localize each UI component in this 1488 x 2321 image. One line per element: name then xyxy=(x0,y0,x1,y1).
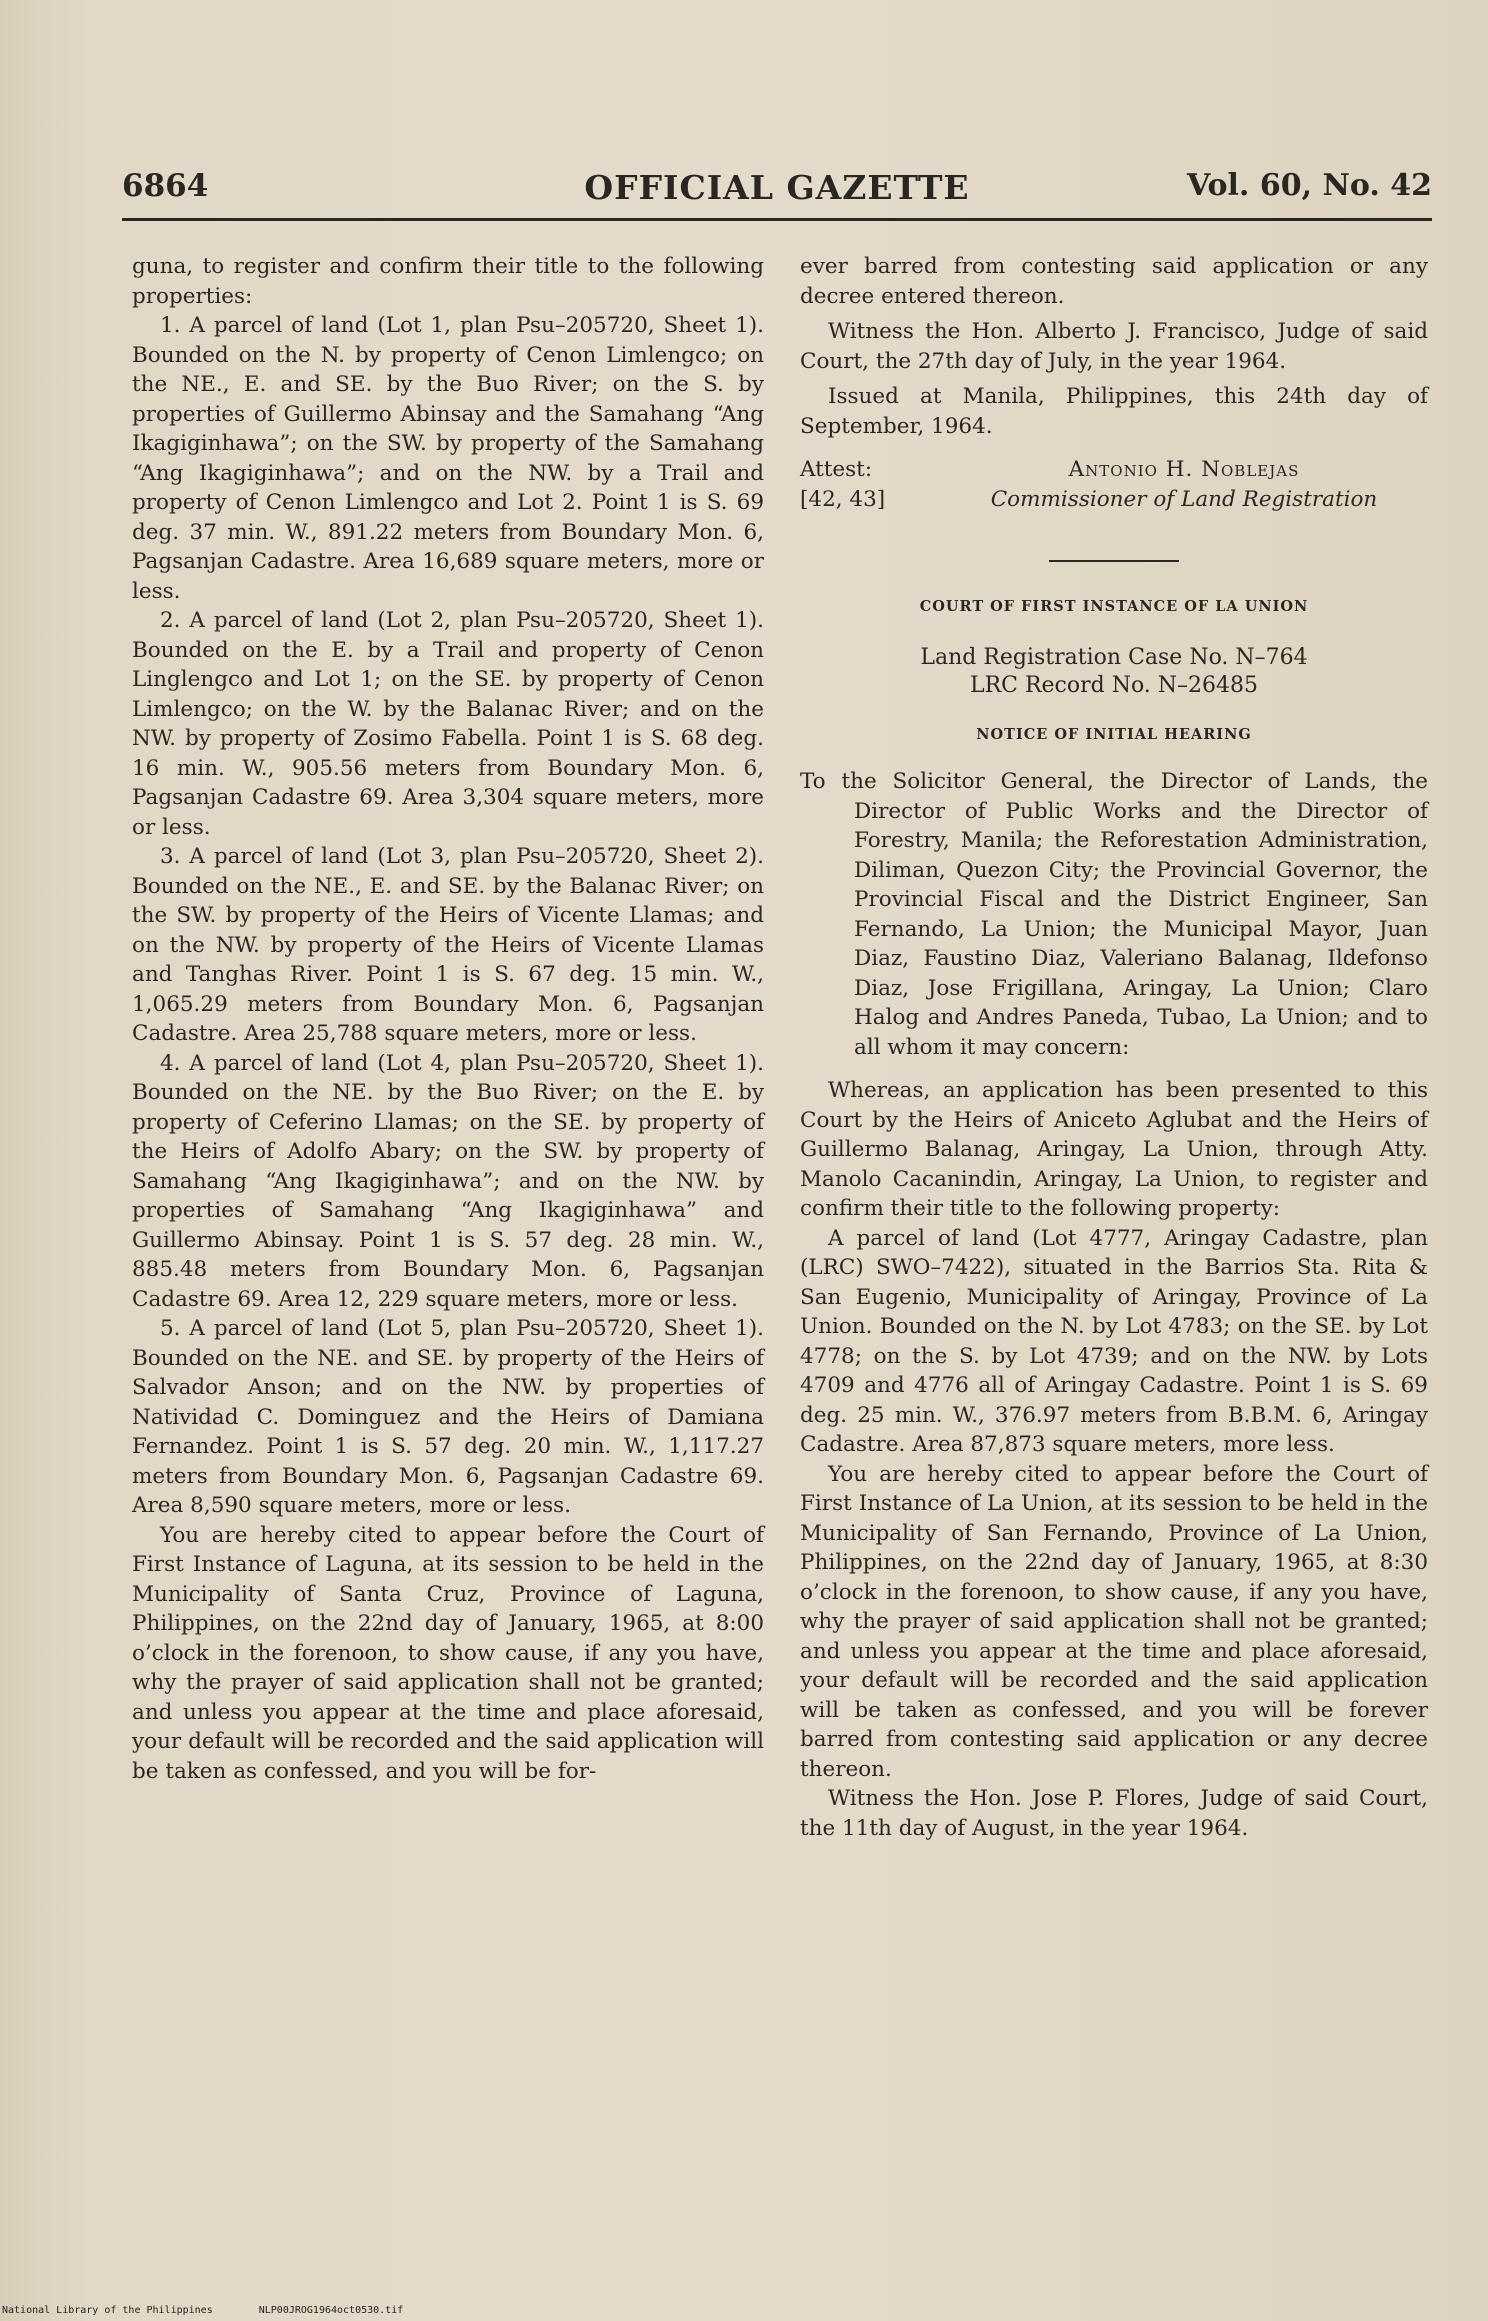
parcel-lot-5: 5. A parcel of land (Lot 5, plan Psu–205720, Sheet 1). Bounded on the NE. and SE. by property of the Heirs of Salvador Anson; and on the NW. by properties of Natividad C. Dominguez and the Heirs of Damiana Fernandez. Point 1 is S. 57 deg. 20 min. W., 1,117.27 meters from Boundary Mon. 6, Pagsanjan Cadastre 69. Area 8,590 square meters, more or less. xyxy=(132,1316,764,1518)
citation-paragraph: You are hereby cited to appear before the Court of First Instance of La Union, at its session to be held in the Municipality of San Fernando, Province of La Union, Philippines, on the 22nd day of January, 1965, at 8:30 o’clock in the forenoon, to show cause, if any you have, why the prayer of said application shall not be granted; and unless you appear at the time and place aforesaid, your default will be recorded and the said application will be taken as confessed, and you will be forever barred from contesting said application or any decree thereon. xyxy=(800,1461,1428,1782)
section-divider xyxy=(1049,560,1179,562)
witness-paragraph: Witness the Hon. Alberto J. Francisco, Judge of said Court, the 27th day of July, in the year 1964. xyxy=(800,319,1428,374)
paragraph: guna, to register and confirm their title to the following properties: xyxy=(132,254,764,309)
attest-label: Attest: xyxy=(800,457,873,482)
parcel-lot-3: 3. A parcel of land (Lot 3, plan Psu–205720, Sheet 2). Bounded on the NE., E. and SE. by the Balanac River; on the SW. by property of the Heirs of Vicente Llamas; and on the NW. by property of the Heirs of Vicente Llamas and Tanghas River. Point 1 is S. 67 deg. 15 min. W., 1,065.29 meters from Boundary Mon. 6, Pagsanjan Cadastre. Area 25,788 square meters, more or less. xyxy=(132,844,764,1046)
attest-block xyxy=(800,455,1428,514)
issued-paragraph: Issued at Manila, Philippines, this 24th day of September, 1964. xyxy=(800,384,1428,439)
attest-labels xyxy=(800,455,940,514)
court-heading: COURT OF FIRST INSTANCE OF LA UNION xyxy=(919,598,1309,615)
signatory-name: Antonio H. Noblejas xyxy=(1068,457,1300,482)
scan-footer xyxy=(2,2305,443,2316)
library-name: National Library of the Philippines xyxy=(2,2305,213,2316)
witness-paragraph: Witness the Hon. Jose P. Flores, Judge of said Court, the 11th day of August, in the year 1964. xyxy=(800,1786,1428,1841)
whereas-paragraph: Whereas, an application has been presented to this Court by the Heirs of Aniceto Aglubat and the Heirs of Guillermo Balanag, Aringay, La Union, through Atty. Manolo Cacanindin, Aringay, La Union, to register and confirm their title to the following property: xyxy=(800,1078,1428,1221)
addressees: To the Solicitor General, the Director of Lands, the Director of Public Works and the Director of Forestry, Manila; the Reforestation Administration, Diliman, Quezon City; the Provincial Governor, the Provincial Fiscal and the District Engineer, San Fernando, La Union; the Municipal Mayor, Juan Diaz, Faustino Diaz, Valeriano Balanag, Ildefonso Diaz, Jose Frigillana, Aringay, La Union; Claro Halog and Andres Paneda, Tubao, La Union; and to all whom it may concern: xyxy=(800,769,1428,1060)
parcel-lot-4777: A parcel of land (Lot 4777, Aringay Cadastre, plan (LRC) SWO–7422), situated in the Barrios Sta. Rita & San Eugenio, Municipality of Aringay, Province of La Union. Bounded on the N. by Lot 4783; on the SE. by Lot 4778; on the S. by Lot 4739; and on the NW. by Lots 4709 and 4776 all of Aringay Cadastre. Point 1 is S. 69 deg. 25 min. W., 376.97 meters from B.B.M. 6, Aringay Cadastre. Area 87,873 square meters, more less. xyxy=(800,1225,1428,1457)
right-column xyxy=(800,252,1428,1843)
notice-heading: NOTICE OF INITIAL HEARING xyxy=(976,725,1252,743)
header-rule xyxy=(122,218,1432,221)
attest-signatory xyxy=(940,455,1428,514)
parcel-lot-4: 4. A parcel of land (Lot 4, plan Psu–205720, Sheet 1). Bounded on the NE. by the Buo River; on the E. by property of Ceferino Llamas; on the SE. by property of the Heirs of Adolfo Abary; on the SW. by property of Samahang “Ang Ikagiginhawa”; and on the NW. by properties of Samahang “Ang Ikagiginhawa” and Guillermo Abinsay. Point 1 is S. 57 deg. 28 min. W., 885.48 meters from Boundary Mon. 6, Pagsanjan Cadastre 69. Area 12, 229 square meters, more or less. xyxy=(132,1050,764,1312)
parcel-lot-1: 1. A parcel of land (Lot 1, plan Psu–205720, Sheet 1). Bounded on the N. by property of Cenon Limlengco; on the NE., E. and SE. by the Buo River; on the S. by properties of Guillermo Abinsay and the Samahang “Ang Ikagiginhawa”; on the SW. by property of the Samahang “Ang Ikagiginhawa”; and on the NW. by a Trail and property of Cenon Limlengco and Lot 2. Point 1 is S. 69 deg. 37 min. W., 891.22 meters from Boundary Mon. 6, Pagsanjan Cadastre. Area 16,689 square meters, more or less. xyxy=(132,313,764,604)
case-block xyxy=(800,644,1428,700)
signatory-title: Commissioner of Land Registration xyxy=(990,486,1378,512)
left-column xyxy=(132,252,764,1786)
page-header xyxy=(122,168,1432,210)
citation-paragraph: You are hereby cited to appear before the Court of First Instance of Laguna, at its session to be held in the Municipality of Santa Cruz, Province of Laguna, Philippines, on the 22nd day of January, 1965, at 8:00 o’clock in the forenoon, to show cause, if any you have, why the prayer of said application shall not be granted; and unless you appear at the time and place aforesaid, your default will be recorded and the said application will be taken as confessed, and you will be for- xyxy=(132,1522,764,1784)
file-name: NLP00JROG1964oct0530.tif xyxy=(258,2305,404,2316)
case-number: Land Registration Case No. N–764 xyxy=(920,644,1308,670)
paragraph: ever barred from contesting said application or any decree entered thereon. xyxy=(800,254,1428,309)
page-number: 6864 xyxy=(122,168,209,204)
issue-reference: [42, 43] xyxy=(800,486,886,512)
running-title: OFFICIAL GAZETTE xyxy=(584,168,970,207)
lrc-record: LRC Record No. N–26485 xyxy=(969,672,1259,698)
volume-number: Vol. 60, No. 42 xyxy=(1187,168,1432,203)
parcel-lot-2: 2. A parcel of land (Lot 2, plan Psu–205720, Sheet 1). Bounded on the E. by a Trail and property of Cenon Linglengco and Lot 1; on the SE. by property of Cenon Limlengco; on the W. by the Balanac River; and on the NW. by property of Zosimo Fabella. Point 1 is S. 68 deg. 16 min. W., 905.56 meters from Boundary Mon. 6, Pagsanjan Cadastre 69. Area 3,304 square meters, more or less. xyxy=(132,608,764,840)
